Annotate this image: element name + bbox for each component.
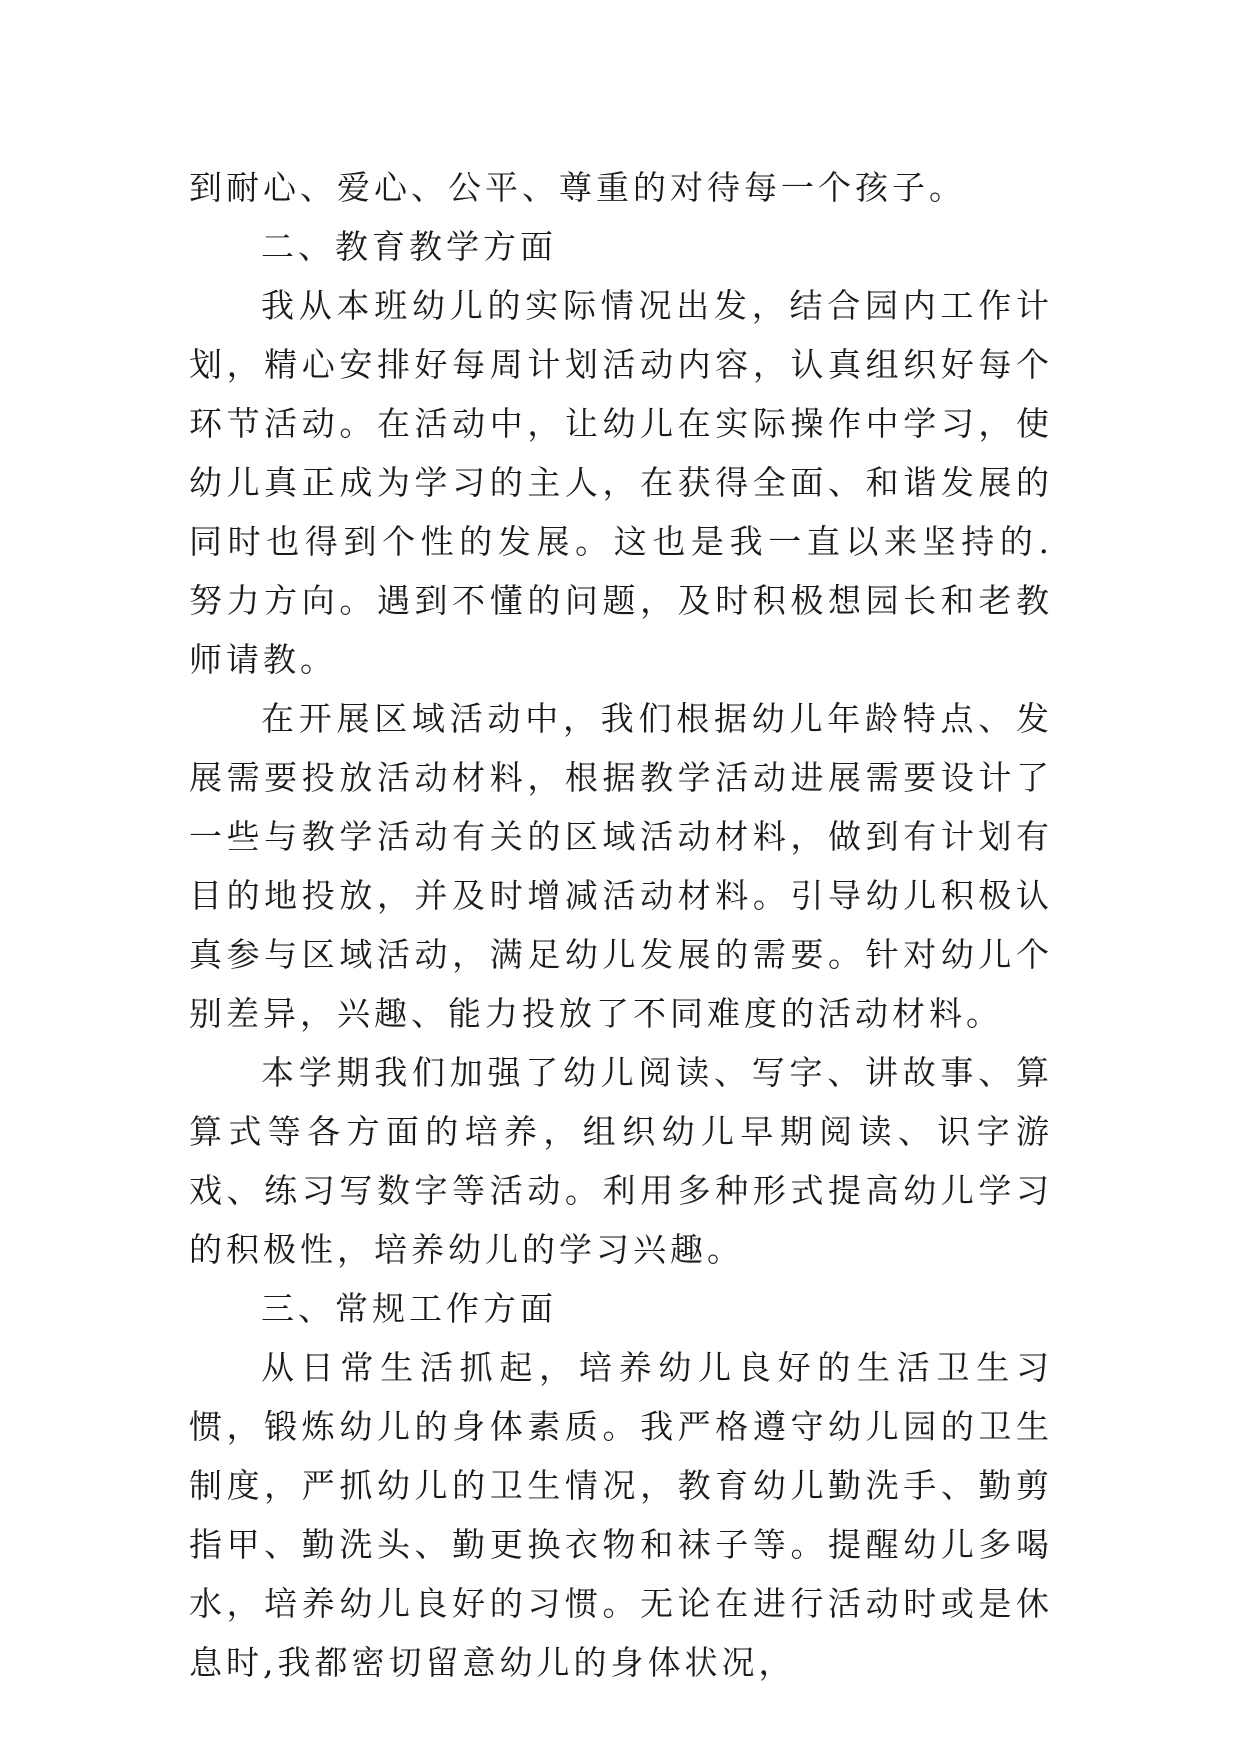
paragraph-reading-writing: 本学期我们加强了幼儿阅读、写字、讲故事、算算式等各方面的培养，组织幼儿早期阅读、识字游戏、练习写数字等活动。利用多种形式提高幼儿学习的积极性，培养幼儿的学习兴趣。 [189, 1053, 1053, 1269]
paragraph-teaching-plan: 我从本班幼儿的实际情况出发，结合园内工作计划，精心安排好每周计划活动内容，认真组织好每个环节活动。在活动中，让幼儿在实际操作中学习，使幼儿真正成为学习的主人，在获得全面、和谐发展的同时也得到个性的发展。这也是我一直以来坚持的.努力方向。遇到不懂的问题，及时积极想园长和老教师请教。 [189, 286, 1053, 679]
paragraph-daily-hygiene: 从日常生活抓起，培养幼儿良好的生活卫生习惯，锻炼幼儿的身体素质。我严格遵守幼儿园的卫生制度，严抓幼儿的卫生情况，教育幼儿勤洗手、勤剪指甲、勤洗头、勤更换衣物和袜子等。提醒幼儿多喝水，培养幼儿良好的习惯。无论在进行活动时或是休息时,我都密切留意幼儿的身体状况， [189, 1348, 1053, 1682]
section-heading-teaching: 二、教育教学方面 [261, 227, 557, 266]
section-heading-routine: 三、常规工作方面 [261, 1289, 557, 1328]
paragraph-continuation: 到耐心、爱心、公平、尊重的对待每一个孩子。 [189, 168, 966, 207]
document-body [189, 158, 1053, 1692]
paragraph-area-activities: 在开展区域活动中，我们根据幼儿年龄特点、发展需要投放活动材料，根据教学活动进展需要设计了一些与教学活动有关的区域活动材料，做到有计划有目的地投放，并及时增减活动材料。引导幼儿积极认真参与区域活动，满足幼儿发展的需要。针对幼儿个别差异，兴趣、能力投放了不同难度的活动材料。 [189, 699, 1053, 1033]
